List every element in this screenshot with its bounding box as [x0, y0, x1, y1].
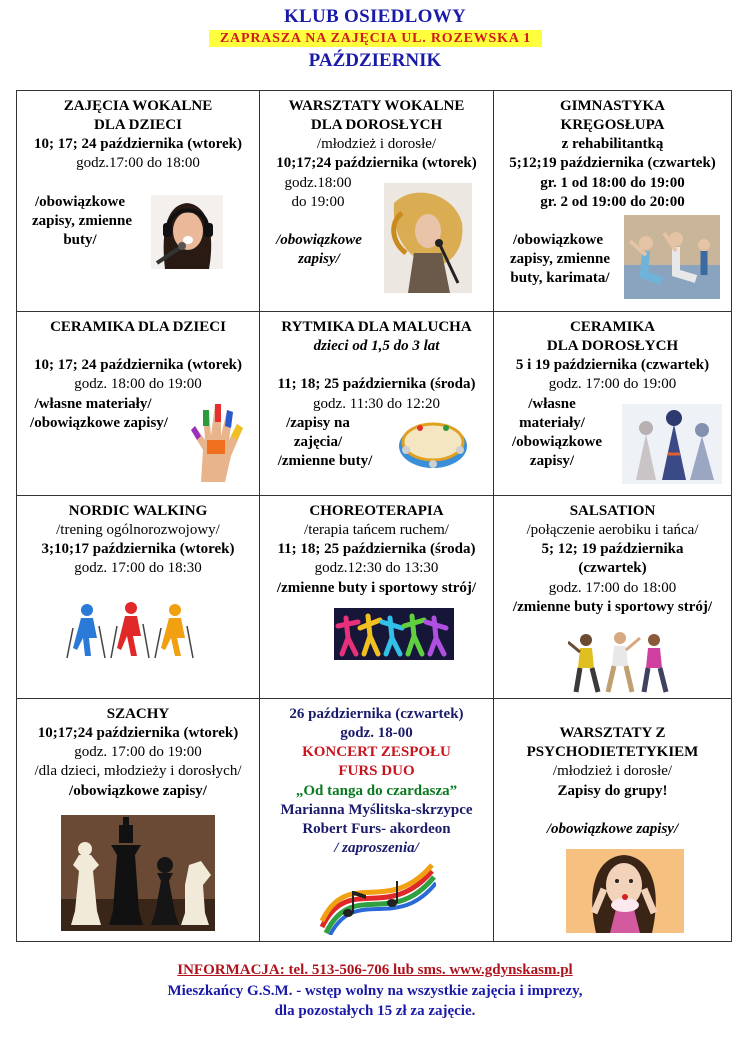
- cell-hours: godz.12:30 do 13:30: [314, 560, 439, 576]
- cell-hours: godz.18:00: [284, 175, 352, 191]
- cell-note: /własne: [528, 396, 576, 412]
- invitation-banner: ZAPRASZA NA ZAJĘCIA UL. ROZEWSKA 1: [209, 30, 542, 47]
- cell-day: (czwartek): [578, 560, 647, 576]
- cell-choreotherapy: [260, 496, 494, 699]
- cell-note: /obowiązkowe: [512, 434, 602, 450]
- concert-performer: Robert Furs- akordeon: [302, 821, 451, 837]
- cell-note: /zmienne buty/: [277, 453, 373, 469]
- cell-instructor: z rehabilitantką: [561, 136, 664, 152]
- cell-group-1: gr. 1 od 18:00 do 19:00: [540, 175, 685, 191]
- tambourine-image: [392, 412, 474, 474]
- cell-title: CERAMIKA: [570, 319, 655, 335]
- cell-title: DLA DZIECI: [94, 117, 182, 133]
- month-title: PAŹDZIERNIK: [308, 50, 442, 71]
- woman-with-cupcake-image: [566, 849, 684, 933]
- concert-note: / zaproszenia/: [334, 840, 419, 856]
- cell-note: zajęcia/: [293, 434, 343, 450]
- cell-note: buty/: [63, 232, 97, 248]
- cell-title: CHOREOTERAPIA: [309, 503, 444, 519]
- chess-pieces-image: [61, 815, 215, 931]
- cell-rhythmics-toddlers: [260, 312, 494, 496]
- cell-note: zapisy/: [298, 251, 340, 267]
- woman-with-microphone-image: [384, 183, 472, 293]
- cell-dates: 11; 18; 25 października (środa): [277, 376, 476, 392]
- cell-hours: godz. 17:00 do 19:00: [548, 376, 677, 392]
- cell-hours: do 19:00: [291, 194, 345, 210]
- cell-note: /obowiązkowe: [276, 232, 362, 248]
- cell-title: GIMNASTYKA: [559, 98, 665, 114]
- nordic-walkers-image: [59, 600, 215, 660]
- dancing-silhouettes-image: [334, 608, 454, 660]
- cell-note: /obowiązkowe zapisy/: [546, 821, 679, 837]
- info-fee: dla pozostałych 15 zł za zajęcie.: [274, 1003, 476, 1019]
- cell-audience: /młodzież i dorosłe/: [552, 763, 673, 779]
- seniors-exercising-image: [624, 215, 720, 299]
- concert-date: 26 października (czwartek): [289, 706, 464, 722]
- cell-dates: 3;10;17 października (wtorek): [41, 541, 235, 557]
- schedule-grid: [16, 90, 732, 942]
- concert-title: KONCERT ZESPOŁU: [302, 744, 451, 760]
- cell-age: dzieci od 1,5 do 3 lat: [313, 338, 440, 354]
- cell-note: zapisy, zmienne: [510, 251, 610, 267]
- cell-dates: 5; 12; 19 października: [541, 541, 684, 557]
- girl-singing-headphones-image: [151, 195, 223, 269]
- cell-dates: 5;12;19 października (czwartek): [509, 155, 716, 171]
- cell-note: /obowiązkowe: [35, 194, 125, 210]
- cell-subtitle: /połączenie aerobiku i tańca/: [526, 522, 699, 538]
- cell-title: KRĘGOSŁUPA: [560, 117, 665, 133]
- cell-ceramics-adults: [494, 312, 731, 496]
- cell-note: /własne materiały/: [34, 396, 152, 412]
- cell-title: SZACHY: [106, 706, 170, 722]
- cell-note: zapisy/: [529, 453, 575, 469]
- cell-note: /zmienne buty i sportowy strój/: [512, 599, 713, 615]
- info-contact: INFORMACJA: tel. 513-506-706 lub sms. www.gdynskasm.pl: [177, 962, 573, 978]
- concert-performer: Marianna Myślitska-skrzypce: [280, 802, 473, 818]
- cell-vocal-adults: [260, 91, 494, 312]
- cell-title: ZAJĘCIA WOKALNE: [63, 98, 213, 114]
- cell-title: WARSZTATY Z: [559, 725, 666, 741]
- music-notes-rainbow-image: [318, 863, 436, 935]
- cell-title: SALSATION: [569, 503, 656, 519]
- cell-note: zapisy, zmienne: [32, 213, 132, 229]
- cell-subtitle: /terapia tańcem ruchem/: [304, 522, 449, 538]
- cell-title: DLA DOROSŁYCH: [546, 338, 679, 354]
- cell-note: buty, karimata/: [510, 270, 610, 286]
- concert-band: FURS DUO: [338, 763, 415, 779]
- dancers-image: [568, 630, 672, 694]
- info-residents: Mieszkańcy G.S.M. - wstęp wolny na wszystkie zajęcia i imprezy,: [167, 983, 583, 999]
- cell-spine-gymnastics: [494, 91, 731, 312]
- ceramic-figures-image: [622, 404, 722, 484]
- cell-hours: godz. 17:00 do 18:00: [548, 580, 677, 596]
- cell-chess: [17, 699, 260, 941]
- cell-title: CERAMIKA DLA DZIECI: [50, 319, 226, 335]
- cell-note: /zapisy na: [286, 415, 350, 431]
- cell-hours: godz.17:00 do 18:00: [76, 155, 200, 171]
- cell-salsation: [494, 496, 731, 699]
- cell-hours: godz. 17:00 do 19:00: [74, 744, 202, 760]
- cell-title: NORDIC WALKING: [68, 503, 208, 519]
- club-title: KLUB OSIEDLOWY: [283, 6, 467, 27]
- cell-psychodietetics: [494, 699, 731, 941]
- cell-concert: [260, 699, 494, 941]
- cell-dates: 5 i 19 października (czwartek): [515, 357, 710, 373]
- concert-time: godz. 18-00: [340, 725, 413, 741]
- cell-title: RYTMIKA DLA MALUCHA: [281, 319, 472, 335]
- cell-dates: 10; 17; 24 października (wtorek): [33, 357, 243, 373]
- cell-hours: godz. 11:30 do 12:20: [313, 396, 440, 412]
- cell-audience: /dla dzieci, młodzieży i dorosłych/: [34, 763, 242, 779]
- cell-nordic-walking: [17, 496, 260, 699]
- painted-hand-image: [181, 400, 245, 482]
- cell-note: Zapisy do grupy!: [557, 783, 668, 799]
- cell-subtitle: /trening ogólnorozwojowy/: [56, 522, 220, 538]
- cell-dates: 10; 17; 24 października (wtorek): [33, 136, 243, 152]
- cell-title: PSYCHODIETETYKIEM: [526, 744, 699, 760]
- cell-note: /obowiązkowe zapisy/: [69, 783, 207, 799]
- cell-note: /obowiązkowe zapisy/: [30, 415, 168, 431]
- cell-audience: /młodzież i dorosłe/: [316, 136, 437, 152]
- cell-dates: 11; 18; 25 października (środa): [277, 541, 476, 557]
- cell-title: DLA DOROSŁYCH: [310, 117, 443, 133]
- cell-dates: 10;17;24 października (wtorek): [276, 155, 477, 171]
- cell-note: materiały/: [519, 415, 585, 431]
- cell-group-2: gr. 2 od 19:00 do 20:00: [540, 194, 685, 210]
- cell-vocal-kids: [17, 91, 260, 312]
- cell-hours: godz. 17:00 do 18:30: [74, 560, 202, 576]
- cell-dates: 10;17;24 października (wtorek): [37, 725, 239, 741]
- cell-title: WARSZTATY WOKALNE: [288, 98, 465, 114]
- cell-note: /obowiązkowe: [513, 232, 603, 248]
- cell-hours: godz. 18:00 do 19:00: [74, 376, 202, 392]
- concert-program: „Od tanga do czardasza”: [295, 783, 458, 799]
- cell-note: /zmienne buty i sportowy strój/: [276, 580, 477, 596]
- cell-ceramics-kids: [17, 312, 260, 496]
